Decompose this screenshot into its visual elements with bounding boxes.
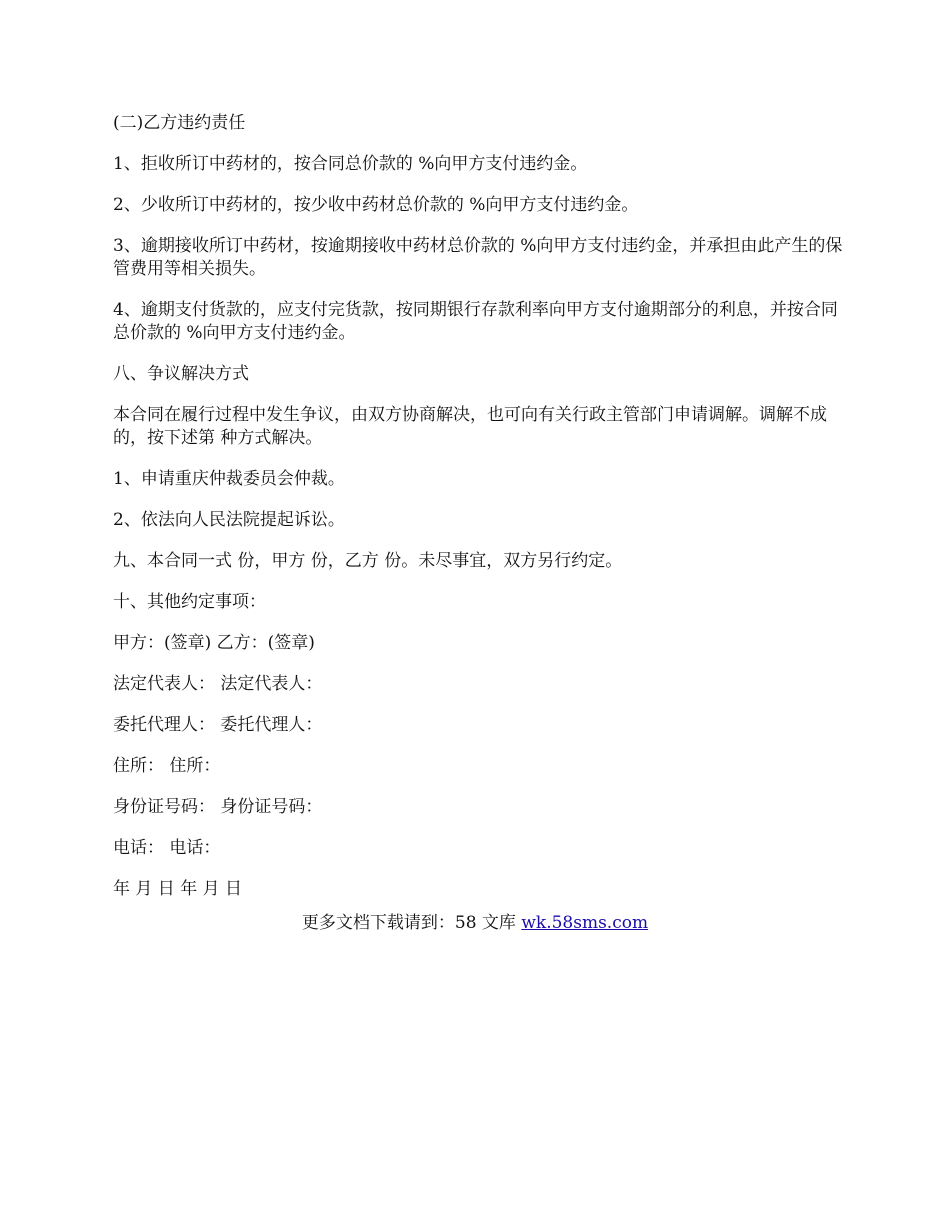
section-other-terms: 十、其他约定事项：: [113, 592, 266, 612]
signature-legal-representative: 法定代表人： 法定代表人：: [113, 674, 323, 694]
dispute-resolution-text: 本合同在履行过程中发生争议，由双方协商解决，也可向有关行政主管部门申请调解。调解不成的，按下述第 种方式解决。: [113, 405, 827, 448]
clause-3-late-receipt: 3、逾期接收所订中药材，按逾期接收中药材总价款的 %向甲方支付违约金，并承担由此产生的保管费用等相关损失。: [113, 236, 843, 279]
section-heading-dispute-resolution: 八、争议解决方式: [113, 364, 249, 384]
signature-phone: 电话： 电话：: [113, 838, 221, 858]
download-footer: [0, 912, 950, 935]
footer-download-link[interactable]: wk.58sms.com: [521, 913, 649, 933]
signature-id-number: 身份证号码： 身份证号码：: [113, 797, 323, 817]
section-heading-breach-liability: (二)乙方违约责任: [113, 113, 246, 133]
section-copies: 九、本合同一式 份，甲方 份，乙方 份。未尽事宜，双方另行约定。: [113, 551, 623, 571]
signature-parties: 甲方：(签章) 乙方：(签章): [113, 633, 315, 653]
clause-2-short-receipt: 2、少收所订中药材的，按少收中药材总价款的 %向甲方支付违约金。: [113, 195, 639, 215]
footer-prefix-text: 更多文档下载请到：58 文库: [301, 913, 522, 933]
document-body: [113, 112, 843, 919]
signature-date: 年 月 日 年 月 日: [113, 879, 243, 899]
signature-authorized-agent: 委托代理人： 委托代理人：: [113, 715, 323, 735]
signature-address: 住所： 住所：: [113, 756, 221, 776]
dispute-option-arbitration: 1、申请重庆仲裁委员会仲裁。: [113, 469, 345, 489]
dispute-option-litigation: 2、依法向人民法院提起诉讼。: [113, 510, 345, 530]
clause-1-refusal: 1、拒收所订中药材的，按合同总价款的 %向甲方支付违约金。: [113, 154, 588, 174]
clause-4-late-payment: 4、逾期支付货款的，应支付完货款，按同期银行存款利率向甲方支付逾期部分的利息，并按合同总价款的 %向甲方支付违约金。: [113, 300, 838, 343]
